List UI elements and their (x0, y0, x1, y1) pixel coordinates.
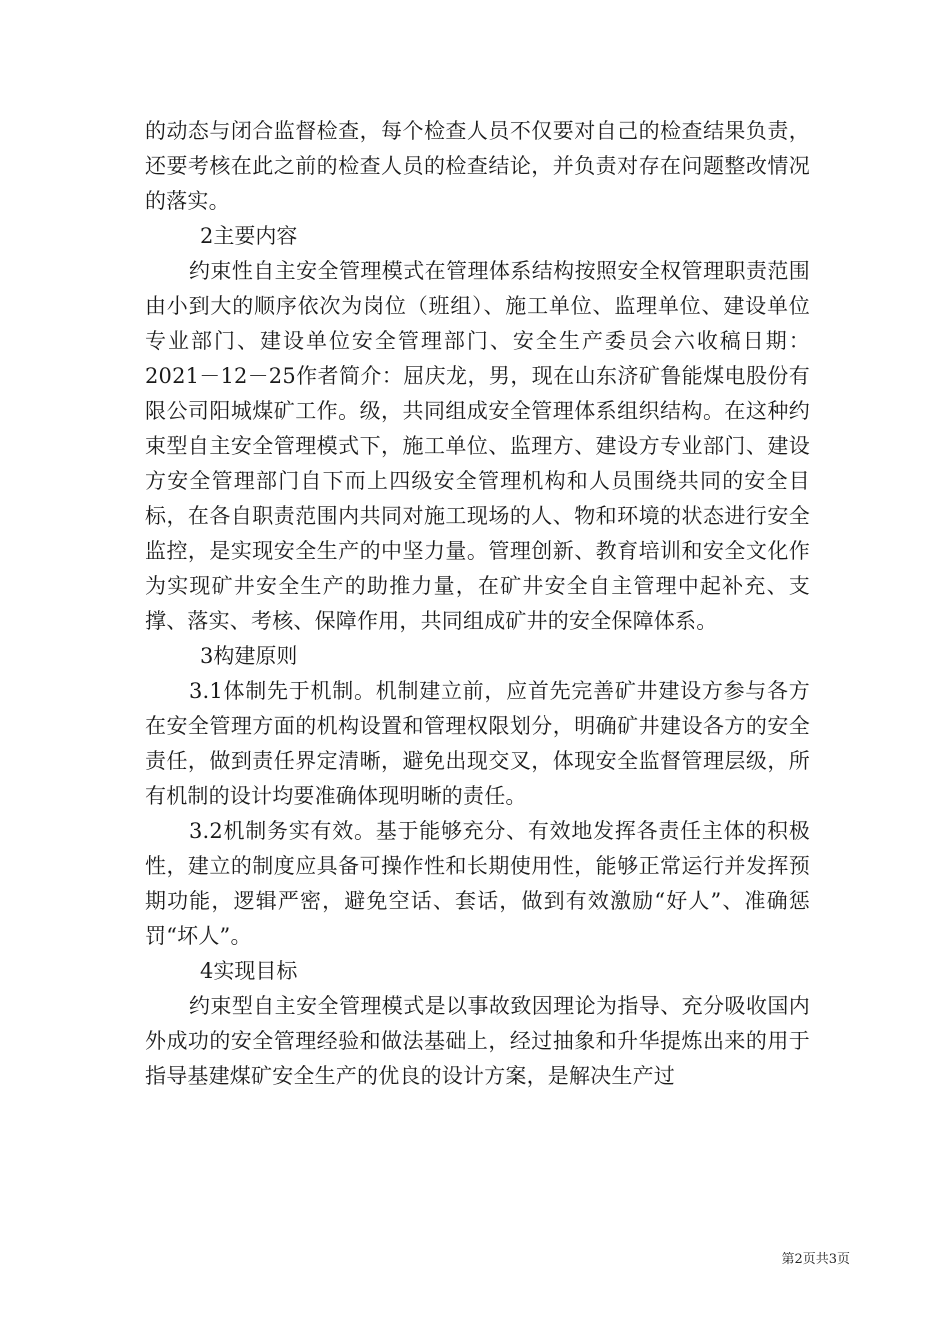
section-heading-main-content: 2主要内容 (200, 224, 298, 248)
paragraph-principle-3-2: 3.2机制务实有效。基于能够充分、有效地发挥各责任主体的积极性，建立的制度应具备可操作性和长期使用性，能够正常运行并发挥预期功能，逻辑严密，避免空话、套话，做到有效激励“好人”、准确惩罚“坏人”。 (145, 819, 810, 948)
document-body (145, 114, 810, 1094)
section-heading-principles: 3构建原则 (200, 644, 298, 668)
paragraph-goals: 约束型自主安全管理模式是以事故致因理论为指导、充分吸收国内外成功的安全管理经验和做法基础上，经过抽象和升华提炼出来的用于指导基建煤矿安全生产的优良的设计方案，是解决生产过 (145, 994, 810, 1088)
paragraph-principle-3-1: 3.1体制先于机制。机制建立前，应首先完善矿井建设方参与各方在安全管理方面的机构设置和管理权限划分，明确矿井建设各方的安全责任，做到责任界定清晰，避免出现交叉，体现安全监督管理层级，所有机制的设计均要准确体现明晰的责任。 (145, 679, 810, 808)
page-number-footer: 第2页共3页 (781, 1252, 850, 1267)
paragraph-main-content: 约束性自主安全管理模式在管理体系结构按照安全权管理职责范围由小到大的顺序依次为岗位（班组）、施工单位、监理单位、建设单位专业部门、建设单位安全管理部门、安全生产委员会六收稿日期：2021－12－25作者简介：屈庆龙，男，现在山东济矿鲁能煤电股份有限公司阳城煤矿工作。级，共同组成安全管理体系组织结构。在这种约束型自主安全管理模式下，施工单位、监理方、建设方专业部门、建设方安全管理部门自下而上四级安全管理机构和人员围绕共同的安全目标，在各自职责范围内共同对施工现场的人、物和环境的状态进行安全监控，是实现安全生产的中坚力量。管理创新、教育培训和安全文化作为实现矿井安全生产的助推力量，在矿井安全自主管理中起补充、支撑、落实、考核、保障作用，共同组成矿井的安全保障体系。 (145, 259, 810, 633)
paragraph-continuation: 的动态与闭合监督检查，每个检查人员不仅要对自己的检查结果负责，还要考核在此之前的检查人员的检查结论，并负责对存在问题整改情况的落实。 (145, 119, 810, 213)
section-heading-goals: 4实现目标 (200, 959, 298, 983)
